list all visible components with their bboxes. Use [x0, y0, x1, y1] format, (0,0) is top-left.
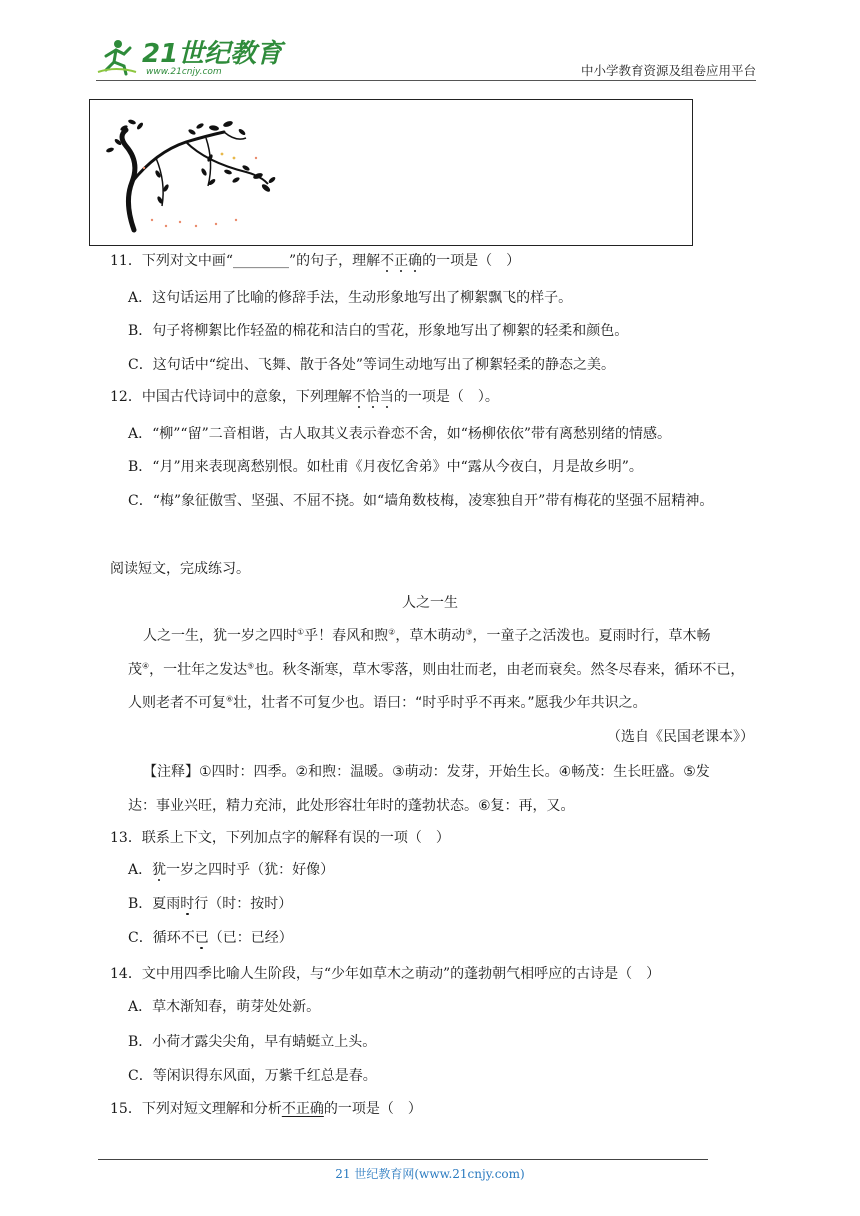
q13-option-b: B．夏雨时行（时：按时）	[128, 896, 293, 912]
footnote-marker: ①	[297, 627, 305, 637]
question-14-stem: 14．文中用四季比喻人生阶段，与“少年如草木之萌动”的蓬勃朝气相呼应的古诗是（ ）	[110, 966, 661, 982]
notes-line-2: 达：事业兴旺，精力充沛，此处形容壮年时的蓬勃状态。⑥复：再，又。	[128, 798, 575, 814]
dotted-char: 当	[379, 389, 394, 405]
header-divider	[96, 80, 756, 81]
question-13-stem: 13．联系上下文，下列加点字的解释有误的一项（ ）	[110, 830, 450, 846]
q11-option-b: B．句子将柳絮比作轻盈的棉花和洁白的雪花，形象地写出了柳絮的轻柔和颜色。	[128, 323, 629, 339]
passage-line-2: 茂④，一壮年之发达⑤也。秋冬渐寒，草木零落，则由壮而老，由老而衰矣。然冬尽春来，循环不已，	[128, 661, 745, 678]
passage-line-1: 人之一生，犹一岁之四时①乎！春风和煦②，草木萌动③，一童子之活泼也。夏雨时行，草木畅	[143, 627, 711, 644]
dotted-char: 不	[380, 253, 395, 269]
footnote-marker: ⑥	[226, 694, 234, 704]
notes-line-1: 【注释】①四时：四季。②和煦：温暖。③萌动：发芽，开始生长。④畅茂：生长旺盛。⑤发	[143, 764, 710, 780]
footer-link[interactable]: 21 世纪教育网(www.21cnjy.com)	[335, 1167, 525, 1181]
footer-divider	[98, 1159, 708, 1160]
q12-option-a: A．“柳”“留”二音相谐，古人取其义表示眷恋不舍，如“杨柳依依”带有离愁别绪的情感。	[128, 426, 672, 442]
question-15-stem: 15．下列对短文理解和分析不正确的一项是（ ）	[110, 1101, 422, 1117]
site-logo	[96, 36, 283, 80]
platform-name: 中小学教育资源及组卷应用平台	[580, 63, 756, 78]
passage-source: （选自《民国老课本》）	[607, 729, 754, 745]
q11-option-a: A．这句话运用了比喻的修辞手法，生动形象地写出了柳絮飘飞的样子。	[128, 290, 573, 306]
dotted-char: 时	[180, 896, 195, 912]
q14-option-a: A．草木渐知春，萌芽处处新。	[128, 999, 321, 1015]
footnote-marker: ⑤	[247, 661, 255, 671]
footnote-marker: ④	[142, 661, 150, 671]
underlined-text: 不正确	[281, 1101, 324, 1117]
dotted-char: 恰	[365, 389, 380, 405]
question-12-stem: 12．中国古代诗词中的意象，下列理解不恰当的一项是（ ）。	[110, 389, 499, 405]
dotted-char: 不	[351, 389, 366, 405]
logo-text: 21世纪教育	[142, 39, 283, 69]
passage-line-3: 人则老者不可复⑥壮，壮者不可复少也。语曰：“时乎时乎不再来。”愿我少年共识之。	[128, 694, 647, 711]
dotted-char: 犹	[152, 862, 167, 878]
dotted-char: 已	[194, 930, 209, 946]
passage-title: 人之一生	[402, 595, 458, 611]
q13-option-c: C．循环不已（已：已经）	[128, 930, 293, 946]
dotted-char: 确	[408, 253, 423, 269]
footnote-marker: ②	[388, 627, 396, 637]
q14-option-b: B．小荷才露尖尖角，早有蜻蜓立上头。	[128, 1034, 377, 1050]
q14-option-c: C．等闲识得东风面，万紫千红总是春。	[128, 1068, 377, 1084]
footnote-marker: ③	[465, 627, 473, 637]
illustration-box	[89, 99, 693, 246]
willow-tree-image	[96, 102, 296, 242]
logo-url-text: www.21cnjy.com	[146, 67, 222, 77]
question-11-stem: 11．下列对文中画“________”的句子，理解不正确的一项是（ ）	[110, 253, 521, 269]
runner-icon	[98, 40, 136, 74]
reading-instruction: 阅读短文，完成练习。	[110, 561, 250, 577]
q12-option-b: B．“月”用来表现离愁别恨。如杜甫《月夜忆舍弟》中“露从今夜白，月是故乡明”。	[128, 459, 643, 475]
q12-option-c: C．“梅”象征傲雪、坚强、不屈不挠。如“墙角数枝梅，凌寒独自开”带有梅花的坚强不屈精神。	[128, 493, 714, 509]
dotted-char: 正	[394, 253, 409, 269]
q13-option-a: A．犹一岁之四时乎（犹：好像）	[128, 862, 335, 878]
q11-option-c: C．这句话中“绽出、飞舞、散于各处”等词生动地写出了柳絮轻柔的静态之美。	[128, 357, 616, 373]
